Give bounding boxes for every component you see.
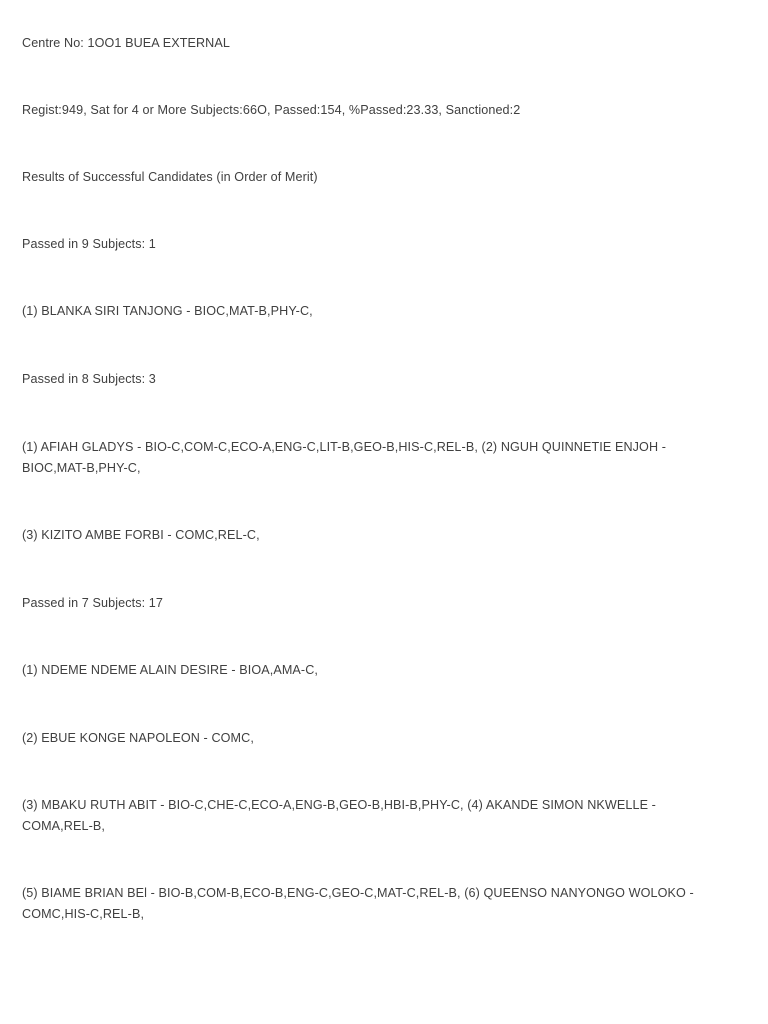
centre-line: Centre No: 1OO1 BUEA EXTERNAL (22, 36, 230, 50)
candidate-entry: (3) MBAKU RUTH ABIT - BIO-C,CHE-C,ECO-A,ENG-B,GEO-B,HBI-B,PHY-C, (4) AKANDE SIMON NKWELLE - COMA,REL-B, (22, 798, 656, 833)
results-heading: Results of Successful Candidates (in Order of Merit) (22, 170, 318, 184)
candidate-entry: (1) NDEME NDEME ALAIN DESIRE - BIOA,AMA-C, (22, 663, 319, 677)
group-heading-7-subjects: Passed in 7 Subjects: 17 (22, 596, 164, 610)
group-heading-8-subjects: Passed in 8 Subjects: 3 (22, 372, 156, 386)
candidate-entry: (1) AFIAH GLADYS - BIO-C,COM-C,ECO-A,ENG-C,LIT-B,GEO-B,HIS-C,REL-B, (2) NGUH QUINNETIE ENJOH - BIOC,MAT-B,PHY-C, (22, 440, 667, 475)
group-heading-9-subjects: Passed in 9 Subjects: 1 (22, 237, 156, 251)
candidate-entry: (5) BIAME BRIAN BEl - BIO-B,COM-B,ECO-B,ENG-C,GEO-C,MAT-C,REL-B, (6) QUEENSO NANYONGO WOLOKO - COMC,HIS-C,REL-B, (22, 886, 694, 921)
candidate-entry: (2) EBUE KONGE NAPOLEON - COMC, (22, 731, 254, 745)
candidate-entry: (1) BLANKA SIRI TANJONG - BIOC,MAT-B,PHY-C, (22, 304, 313, 318)
registration-stats: Regist:949, Sat for 4 or More Subjects:66O, Passed:154, %Passed:23.33, Sanctioned:2 (22, 103, 521, 117)
candidate-entry: (3) KIZITO AMBE FORBI - COMC,REL-C, (22, 528, 260, 542)
